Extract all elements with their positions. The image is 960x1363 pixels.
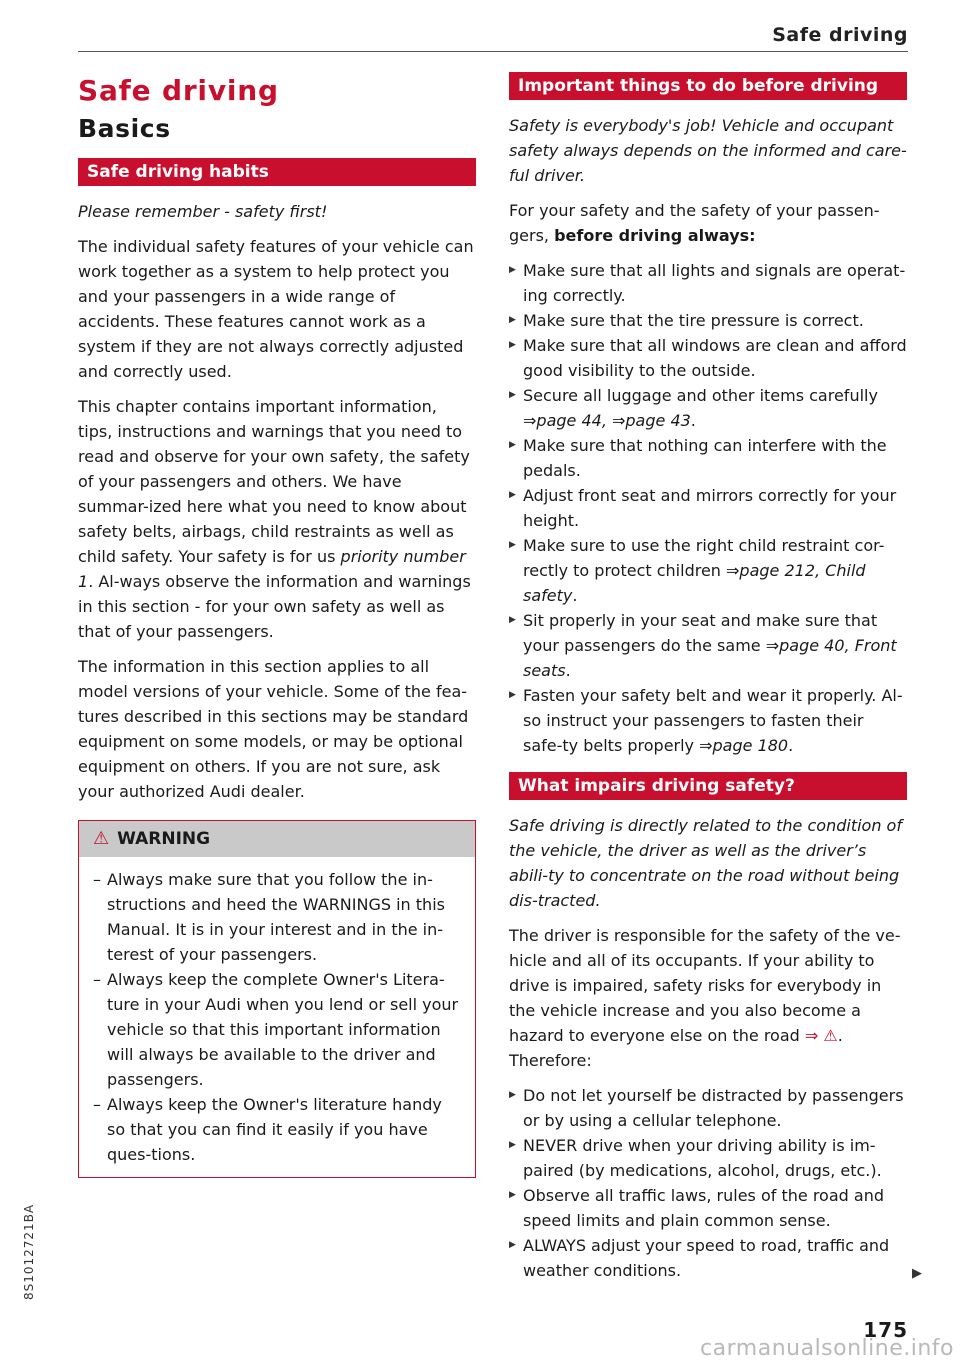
page-reference-link[interactable]: ⇒page 40, Front seats [523, 636, 897, 680]
chapter-title: Safe driving [78, 74, 279, 107]
section1-intro-text: For your safety and the safety of your passen-gers, [509, 201, 880, 245]
page-number: 175 [863, 1318, 908, 1342]
warning-item: – Always keep the complete Owner's Litera-ture in your Audi when you lend or sell your vehicle so that this important information will always be available to the driver and passengers. [93, 967, 461, 1092]
warning-triangle-icon: ⚠ [93, 828, 110, 849]
list-item-text: Fasten your safety belt and wear it properly. Al-so instruct your passengers to fasten their safe-ty belts properly [523, 686, 903, 755]
warning-list [79, 857, 475, 1177]
list-item-text: Make sure that the tire pressure is correct. [523, 311, 864, 330]
list-item [509, 683, 907, 758]
page-reference-link[interactable]: ⇒page 180 [699, 736, 789, 755]
impairs-list [509, 1083, 907, 1283]
list-item: ▶ ALWAYS adjust your speed to road, traffic and weather conditions. [509, 1233, 907, 1283]
list-item-tail: . [690, 411, 696, 430]
left-column [78, 72, 476, 1178]
paragraph-2-end: . Al-ways observe the information and warnings in this section - for your own safety as well as that of your passengers. [78, 572, 471, 641]
list-item [509, 383, 907, 433]
warning-header [79, 821, 475, 857]
list-item-text: Make sure that all lights and signals are operat-ing correctly. [523, 261, 906, 305]
list-item [509, 608, 907, 683]
list-item: ▶ NEVER drive when your driving ability is im-paired (by medications, alcohol, drugs, etc.). [509, 1133, 907, 1183]
section1-lead: Safety is everybody's job! Vehicle and occupant safety always depends on the informed and care-ful driver. [509, 116, 907, 185]
list-item-tail: . [572, 586, 578, 605]
paragraph-2-start: This chapter contains important information, tips, instructions and warnings that you need to read and observe for your own safety, the safety of your passengers and others. We have summar-ized here what you need to know about safety belts, airbags, child restraints as well as child safety. Your safety is for us [78, 397, 470, 566]
chapter-subtitle: Basics [78, 114, 171, 143]
watermark: carmanualsonline.info [700, 1336, 954, 1361]
list-item-text: Sit properly in your seat and make sure that your passengers do the same [523, 611, 878, 655]
list-item-text: Adjust front seat and mirrors correctly for your height. [523, 486, 897, 530]
document-code: 8S1012721BA [22, 1203, 36, 1300]
right-column [509, 72, 907, 1293]
section2-paragraph [509, 923, 907, 1073]
list-item [509, 533, 907, 608]
section-heading-impairs-safety: What impairs driving safety? [509, 772, 907, 800]
paragraph-3: The information in this section applies to all model versions of your vehicle. Some of the fea-tures described in this sections may be standard equipment on some models, or may be optional equipment on others. If you are not sure, ask your authorized Audi dealer. [78, 657, 469, 801]
list-item [509, 258, 907, 308]
header-rule [78, 51, 908, 52]
list-item-text: Make sure that all windows are clean and afford good visibility to the outside. [523, 336, 907, 380]
page-reference-link[interactable]: ⇒page 212, Child safety [523, 561, 866, 605]
list-item: ▶ Do not let yourself be distracted by passengers or by using a cellular telephone. [509, 1083, 907, 1133]
paragraph-2 [78, 394, 476, 644]
list-item-tail: . [788, 736, 794, 755]
section2-lead: Safe driving is directly related to the condition of the vehicle, the driver as well as the driver’s abili-ty to concentrate on the road without being dis-tracted. [509, 816, 902, 910]
list-item-tail: . [565, 661, 571, 680]
priority-emphasis: priority number 1 [78, 547, 466, 591]
paragraph-1: The individual safety features of your vehicle can work together as a system to help protect you and your passengers in a wide range of accidents. These features cannot work as a system if they are not always correctly adjusted and correctly used. [78, 237, 474, 381]
list-item [509, 483, 907, 533]
warning-box [78, 820, 476, 1178]
section2-paragraph-text: The driver is responsible for the safety of the ve-hicle and all of its occupants. If your ability to drive is impaired, safety risks for everybody in the vehicle increase and you also become a hazard to everyone else on the road [509, 926, 901, 1045]
lead-text: Please remember - safety first! [78, 202, 328, 221]
section1-intro-bold: before driving always: [554, 226, 756, 245]
list-item [509, 308, 907, 333]
warning-item: – Always make sure that you follow the in-structions and heed the WARNINGS in this Manual. It is in your interest and in the in-terest of your passengers. [93, 867, 461, 967]
section2-paragraph-end: . Therefore: [509, 1026, 843, 1070]
continue-arrow-icon: ▶ [912, 1266, 922, 1281]
list-item-text: Secure all luggage and other items carefully [523, 386, 878, 405]
list-item-text: Make sure that nothing can interfere with the pedals. [523, 436, 887, 480]
warning-reference-link[interactable]: ⇒ ⚠ [804, 1026, 838, 1045]
section1-intro [509, 198, 907, 248]
list-item [509, 333, 907, 383]
list-item-text: Make sure to use the right child restraint cor-rectly to protect children [523, 536, 885, 580]
section-heading-before-driving: Important things to do before driving [509, 72, 907, 100]
section-heading-safe-driving-habits: Safe driving habits [78, 158, 476, 186]
before-driving-list [509, 258, 907, 758]
warning-item: – Always keep the Owner's literature handy so that you can find it easily if you have ques-tions. [93, 1092, 461, 1167]
page-reference-link[interactable]: ⇒page 44, ⇒page 43 [523, 411, 691, 430]
running-header: Safe driving [772, 24, 908, 46]
list-item: ▶ Observe all traffic laws, rules of the road and speed limits and plain common sense. [509, 1183, 907, 1233]
warning-label: WARNING [117, 829, 211, 849]
list-item [509, 433, 907, 483]
